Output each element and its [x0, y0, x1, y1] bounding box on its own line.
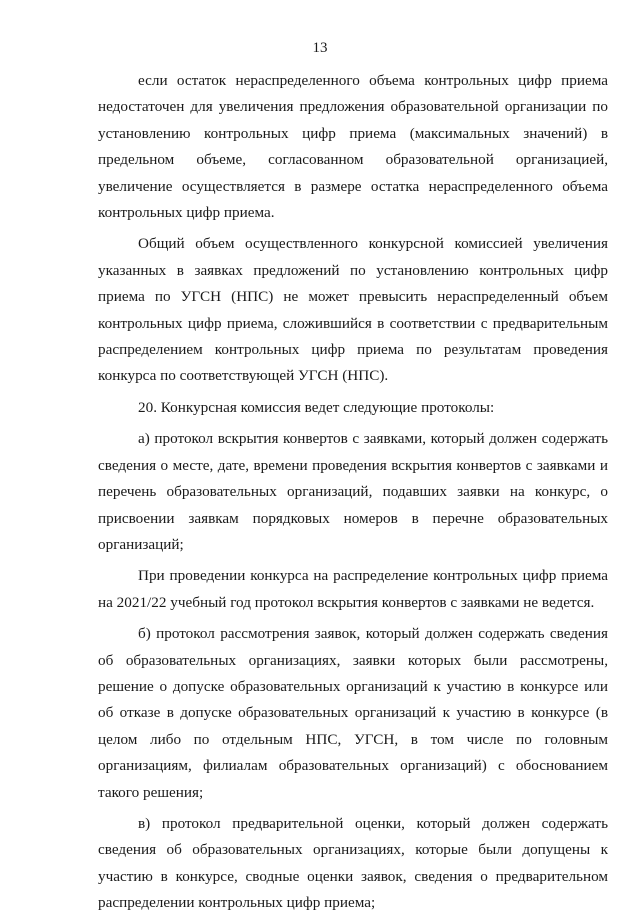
paragraph-5: При проведении конкурса на распределение контрольных цифр приема на 2021/22 учебный год протокол вскрытия конвертов с заявками не ведется.: [98, 567, 608, 611]
paragraph-3: 20. Конкурсная комиссия ведет следующие протоколы:: [138, 398, 495, 416]
paragraph-2: Общий объем осуществленного конкурсной комиссией увеличения указанных в заявках предложений по установлению контрольных цифр приема по УГСН (НПС) не может превысить нераспределенный объем контрольных цифр приема, сложившийся в соответствии с предварительным распределением контрольных цифр приема по результатам проведения конкурса по соответствующей УГСН (НПС).: [98, 235, 608, 385]
paragraph-6: б) протокол рассмотрения заявок, который должен содержать сведения об образовательных организациях, заявки которых были рассмотрены, решение о допуске образовательных организаций к участию в конкурсе или об отказе в допуске образовательных организаций к участию в конкурсе (в целом либо по отдельным НПС, УГСН, в том числе по головным организациям, филиалам образовательных организаций) с обоснованием такого решения;: [98, 625, 608, 801]
paragraph-1: если остаток нераспределенного объема контрольных цифр приема недостаточен для увеличения предложения образовательной организации по установлению контрольных цифр приема (максимальных значений) в предельном объеме, согласованном образовательной организацией, увеличение осуществляется в размере остатка нераспределенного объема контрольных цифр приема.: [98, 72, 608, 222]
document-body: [98, 68, 608, 922]
paragraph-7: в) протокол предварительной оценки, который должен содержать сведения об образовательных организациях, которые были допущены к участию в конкурсе, сводные оценки заявок, сведения о предварительном распределении контрольных цифр приема;: [98, 814, 608, 912]
paragraph-4: а) протокол вскрытия конвертов с заявками, который должен содержать сведения о месте, дате, времени проведения вскрытия конвертов с заявками и перечень образовательных организаций, подавших заявки на конкурс, о присвоении заявкам порядковых номеров в перечне образовательных организаций;: [98, 430, 608, 553]
page-number: 13: [312, 40, 328, 56]
